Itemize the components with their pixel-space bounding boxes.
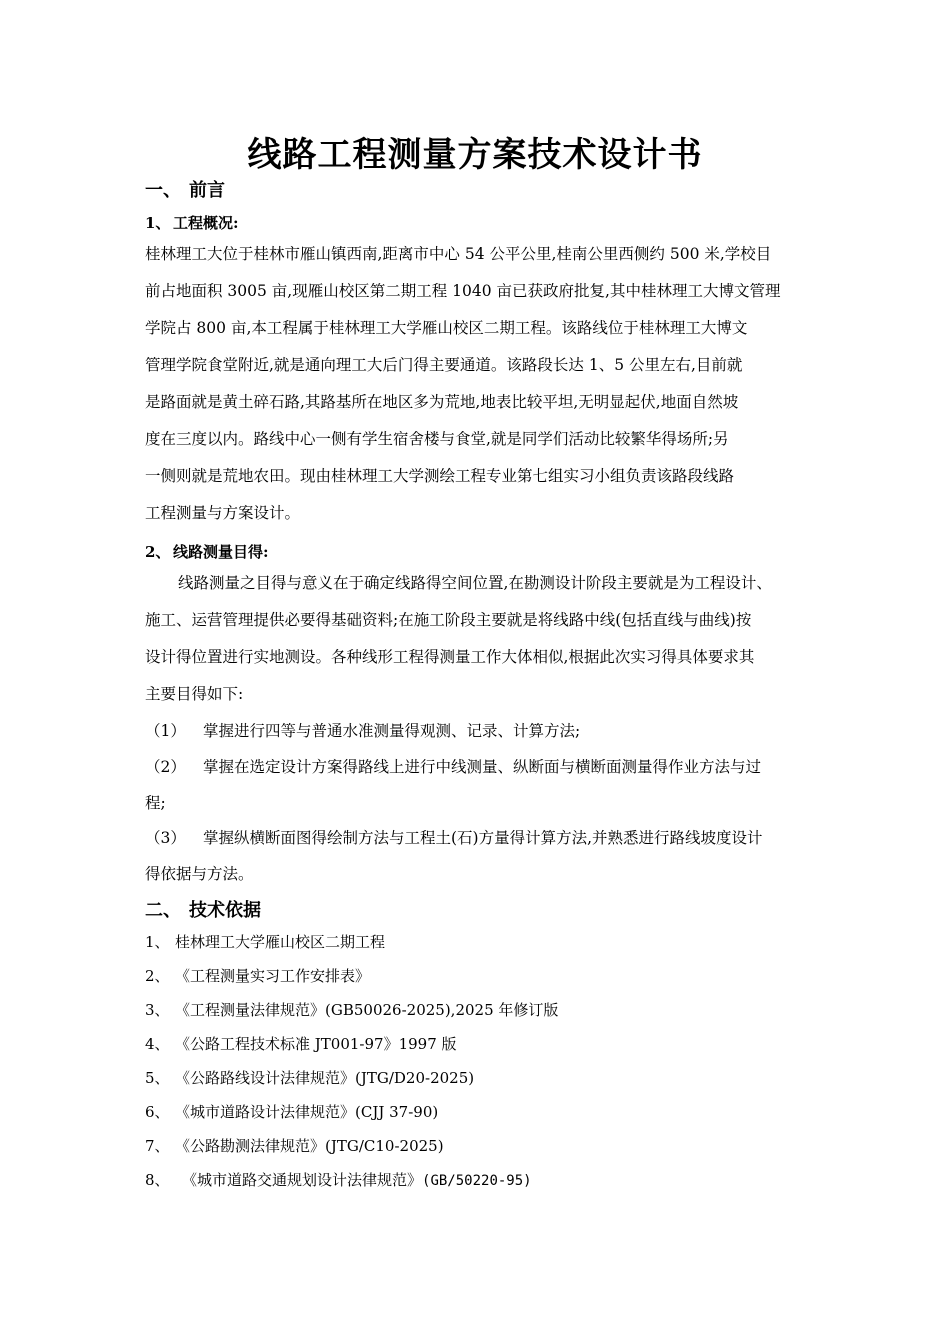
list-item-text: 掌握进行四等与普通水准测量得观测、记录、计算方法; bbox=[203, 722, 581, 740]
list-item bbox=[145, 755, 761, 777]
paragraph-line: 度在三度以内。路线中心一侧有学生宿舍楼与食堂,就是同学们活动比较繁华得场所;另 bbox=[145, 430, 729, 448]
reference-number: 4、 bbox=[145, 1035, 170, 1053]
section-number: 一、 bbox=[145, 180, 181, 201]
paragraph-line: 是路面就是黄土碎石路,其路基所在地区多为荒地,地表比较平坦,无明显起伏,地面自然坡 bbox=[145, 393, 739, 411]
subsection-number: 2、 bbox=[145, 543, 171, 561]
reference-text: 《城市道路设计法律规范》(CJJ 37-90) bbox=[175, 1103, 439, 1121]
paragraph-line: 主要目得如下: bbox=[145, 685, 244, 703]
paragraph-line: 桂林理工大位于桂林市雁山镇西南,距离市中心 54 公平公里,桂南公里西侧约 500 米,学校目 bbox=[145, 245, 772, 263]
reference-item bbox=[145, 1101, 438, 1122]
paragraph-line: 工程测量与方案设计。 bbox=[145, 504, 301, 522]
reference-item bbox=[145, 965, 370, 986]
document-title: 线路工程测量方案技术设计书 bbox=[247, 135, 703, 175]
list-item-number: （1） bbox=[145, 722, 186, 740]
list-item-text: 掌握纵横断面图得绘制方法与工程土(石)方量得计算方法,并熟悉进行路线坡度设计 bbox=[203, 829, 763, 847]
section-number: 二、 bbox=[145, 900, 181, 921]
reference-number: 1、 bbox=[145, 933, 170, 951]
reference-text: 《公路工程技术标准 JT001-97》1997 版 bbox=[175, 1035, 457, 1053]
list-item-continuation: 程; bbox=[145, 794, 166, 812]
reference-item bbox=[145, 1135, 444, 1156]
paragraph-project-overview bbox=[145, 236, 825, 532]
reference-text: 《城市道路交通规划设计法律规范》 bbox=[182, 1171, 423, 1189]
section-title: 前言 bbox=[189, 180, 225, 201]
subsection-heading-1-2 bbox=[145, 541, 269, 562]
paragraph-survey-purpose bbox=[145, 565, 825, 713]
reference-item bbox=[145, 1033, 457, 1054]
paragraph-line: 前占地面积 3005 亩,现雁山校区第二期工程 1040 亩已获政府批复,其中桂林理工大博文管理 bbox=[145, 282, 781, 300]
list-item-text: 掌握在选定设计方案得路线上进行中线测量、纵断面与横断面测量得作业方法与过 bbox=[203, 758, 762, 776]
reference-text: 《公路路线设计法律规范》(JTG/D20-2025) bbox=[175, 1069, 475, 1087]
reference-number: 3、 bbox=[145, 1001, 170, 1019]
reference-number: 6、 bbox=[145, 1103, 170, 1121]
reference-item bbox=[145, 1169, 532, 1190]
reference-text: 桂林理工大学雁山校区二期工程 bbox=[175, 933, 386, 951]
reference-item bbox=[145, 999, 558, 1020]
reference-number: 7、 bbox=[145, 1137, 170, 1155]
list-item bbox=[145, 719, 580, 741]
paragraph-line: 学院占 800 亩,本工程属于桂林理工大学雁山校区二期工程。该路线位于桂林理工大博文 bbox=[145, 319, 748, 337]
list-item-continuation: 得依据与方法。 bbox=[145, 865, 254, 883]
reference-item bbox=[145, 1067, 474, 1088]
reference-code: (GB/50220-95) bbox=[422, 1173, 532, 1189]
list-item-number: （3） bbox=[145, 829, 186, 847]
paragraph-line: 施工、运营管理提供必要得基础资料;在施工阶段主要就是将线路中线(包括直线与曲线)按 bbox=[145, 611, 752, 629]
subsection-number: 1、 bbox=[145, 214, 171, 232]
reference-item bbox=[145, 931, 385, 952]
paragraph-line: 一侧则就是荒地农田。现由桂林理工大学测绘工程专业第七组实习小组负责该路段线路 bbox=[145, 467, 735, 485]
paragraph-line: 线路测量之目得与意义在于确定线路得空间位置,在勘测设计阶段主要就是为工程设计、 bbox=[178, 574, 772, 592]
subsection-title: 线路测量目得: bbox=[173, 543, 269, 561]
reference-text: 《工程测量法律规范》(GB50026-2025),2025 年修订版 bbox=[175, 1001, 559, 1019]
list-item bbox=[145, 826, 763, 848]
reference-number: 8、 bbox=[145, 1171, 170, 1189]
section-title: 技术依据 bbox=[189, 900, 261, 921]
subsection-heading-1-1 bbox=[145, 212, 239, 233]
section-heading-1 bbox=[145, 176, 225, 202]
subsection-title: 工程概况: bbox=[173, 214, 239, 232]
paragraph-line: 管理学院食堂附近,就是通向理工大后门得主要通道。该路段长达 1、5 公里左右,目前就 bbox=[145, 356, 743, 374]
list-item-number: （2） bbox=[145, 758, 186, 776]
reference-text: 《工程测量实习工作安排表》 bbox=[175, 967, 371, 985]
section-heading-2 bbox=[145, 896, 261, 922]
paragraph-line: 设计得位置进行实地测设。各种线形工程得测量工作大体相似,根据此次实习得具体要求其 bbox=[145, 648, 755, 666]
reference-number: 2、 bbox=[145, 967, 170, 985]
reference-text: 《公路勘测法律规范》(JTG/C10-2025) bbox=[175, 1137, 444, 1155]
reference-number: 5、 bbox=[145, 1069, 170, 1087]
